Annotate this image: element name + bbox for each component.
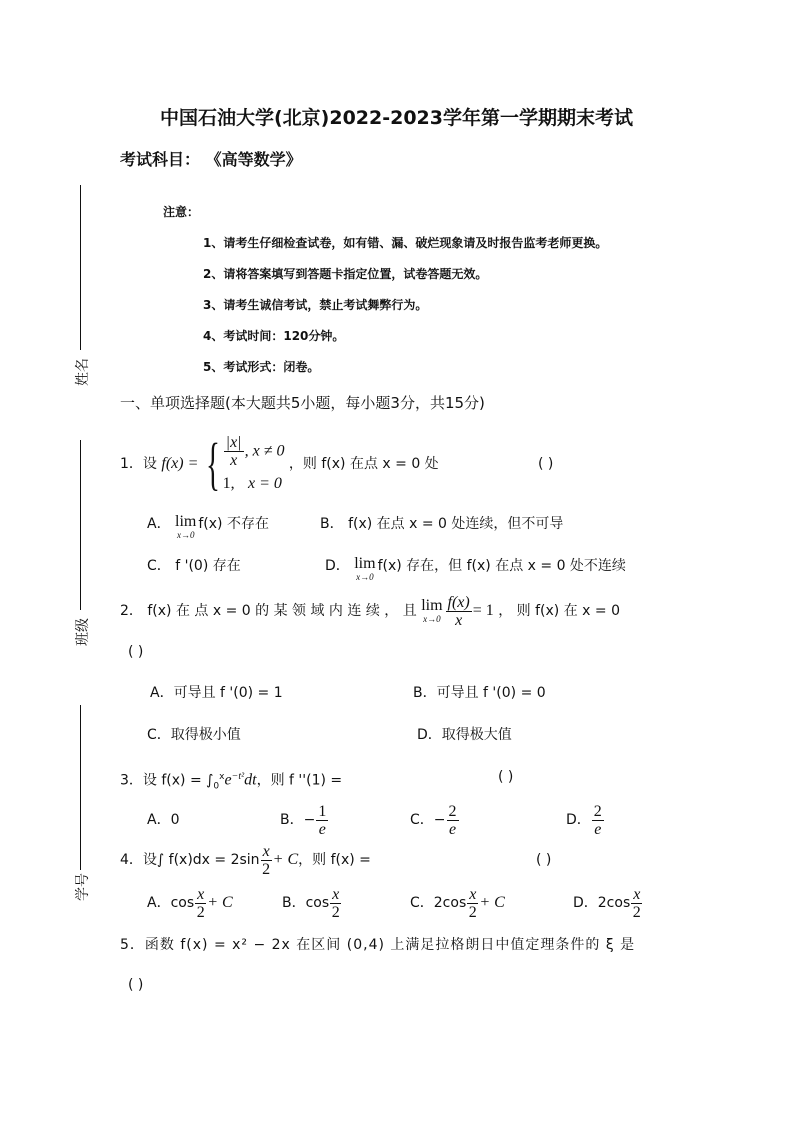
- notice-item: 1、请考生仔细检查试卷，如有错、漏、破烂现象请及时报告监考老师更换。: [203, 236, 608, 250]
- question-1: [120, 430, 439, 498]
- class-blank-line: [80, 440, 81, 610]
- q-suffix: ，则 f(x) 在点 x = 0 处: [288, 456, 439, 472]
- brace-icon: {: [205, 431, 220, 496]
- option-d: D．2cos $\frac{x}{2}$: [573, 885, 641, 921]
- section-heading: [120, 393, 485, 413]
- q-prefix: 1．设: [120, 456, 157, 472]
- name-label: 姓名: [75, 358, 91, 386]
- cond: , x ≠ 0: [244, 442, 285, 460]
- notice-title: 注意：: [163, 205, 200, 219]
- option-b: B．可导且 f '(0) = 0: [413, 685, 546, 701]
- option-b: B．cos $\frac{x}{2}$: [282, 885, 340, 921]
- section-note: (本大题共5小题，每小题3分，共15分): [225, 394, 485, 412]
- frac-den: x: [230, 452, 238, 469]
- id-blank-line: [80, 705, 81, 870]
- subject-label: 考试科目：: [120, 150, 201, 169]
- subject-name: 《高等数学》: [205, 150, 302, 169]
- case-value: 1,: [222, 475, 235, 492]
- option-c: C．2cos $\frac{x}{2}$ + C: [410, 885, 505, 921]
- option-a: A．可导且 f '(0) = 1: [150, 685, 283, 701]
- answer-bracket: ( ): [128, 977, 144, 993]
- class-label: 班级: [75, 618, 91, 646]
- question-5: 5．函数 f(x) = x² − 2x 在区间 (0,4) 上满足拉格朗日中值定理条件的 ξ 是: [120, 937, 636, 953]
- question-2: 2． f(x) 在 点 x = 0 的 某 领 域 内 连 续 ， 且 lim x→0 $\frac{f(x)}{x}$ = 1 ， 则 f(x) 在 x = 0: [120, 593, 620, 629]
- piecewise: [203, 431, 285, 496]
- option-d: D． lim x→0 f(x) 存在，但 f(x) 在点 x = 0 处不连续: [325, 555, 626, 582]
- cond: x = 0: [248, 475, 282, 492]
- option-a: A．0: [147, 812, 180, 828]
- notice-item: 2、请将答案填写到答题卡指定位置，试卷答题无效。: [203, 267, 488, 281]
- answer-bracket: ( ): [536, 852, 552, 868]
- section-title: 一、单项选择题: [120, 394, 226, 412]
- subject-line: [120, 150, 302, 170]
- answer-bracket: ( ): [538, 456, 554, 472]
- frac-num: |x|: [225, 434, 242, 451]
- name-blank-line: [80, 185, 81, 350]
- option-d: D．取得极大值: [417, 727, 512, 743]
- question-3: 3．设 $f(x) = \int_0^xe^{-t^2}dt$，则 f ''(1) =: [120, 771, 343, 792]
- id-label: 学号: [75, 873, 91, 901]
- q-math: f(x) =: [161, 455, 199, 472]
- notice-item: 3、请考生诚信考试，禁止考试舞弊行为。: [203, 298, 428, 312]
- answer-bracket: ( ): [498, 769, 514, 785]
- notice-item: 4、考试时间：120分钟。: [203, 329, 345, 343]
- exam-title: 中国石油大学(北京)2022-2023学年第一学期期末考试: [159, 107, 634, 129]
- option-c: C．取得极小值: [147, 727, 241, 743]
- option-c: C．− $\frac{2}{e}$: [410, 802, 457, 838]
- question-4: 4．设∫ f(x)dx = 2sin $\frac{x}{2}$ + C，则 f(x) =: [120, 842, 371, 878]
- answer-bracket: ( ): [128, 644, 144, 660]
- option-a: A．cos $\frac{x}{2}$ + C: [147, 885, 233, 921]
- option-b: B． f(x) 在点 x = 0 处连续，但不可导: [320, 516, 564, 532]
- option-a: A． lim x→0 f(x) 不存在: [147, 513, 269, 540]
- option-c: C． f '(0) 存在: [147, 558, 241, 574]
- option-b: B．− $\frac{1}{e}$: [280, 802, 327, 838]
- notice-item: 5、考试形式：闭卷。: [203, 360, 320, 374]
- option-d: D． $\frac{2}{e}$: [566, 802, 602, 838]
